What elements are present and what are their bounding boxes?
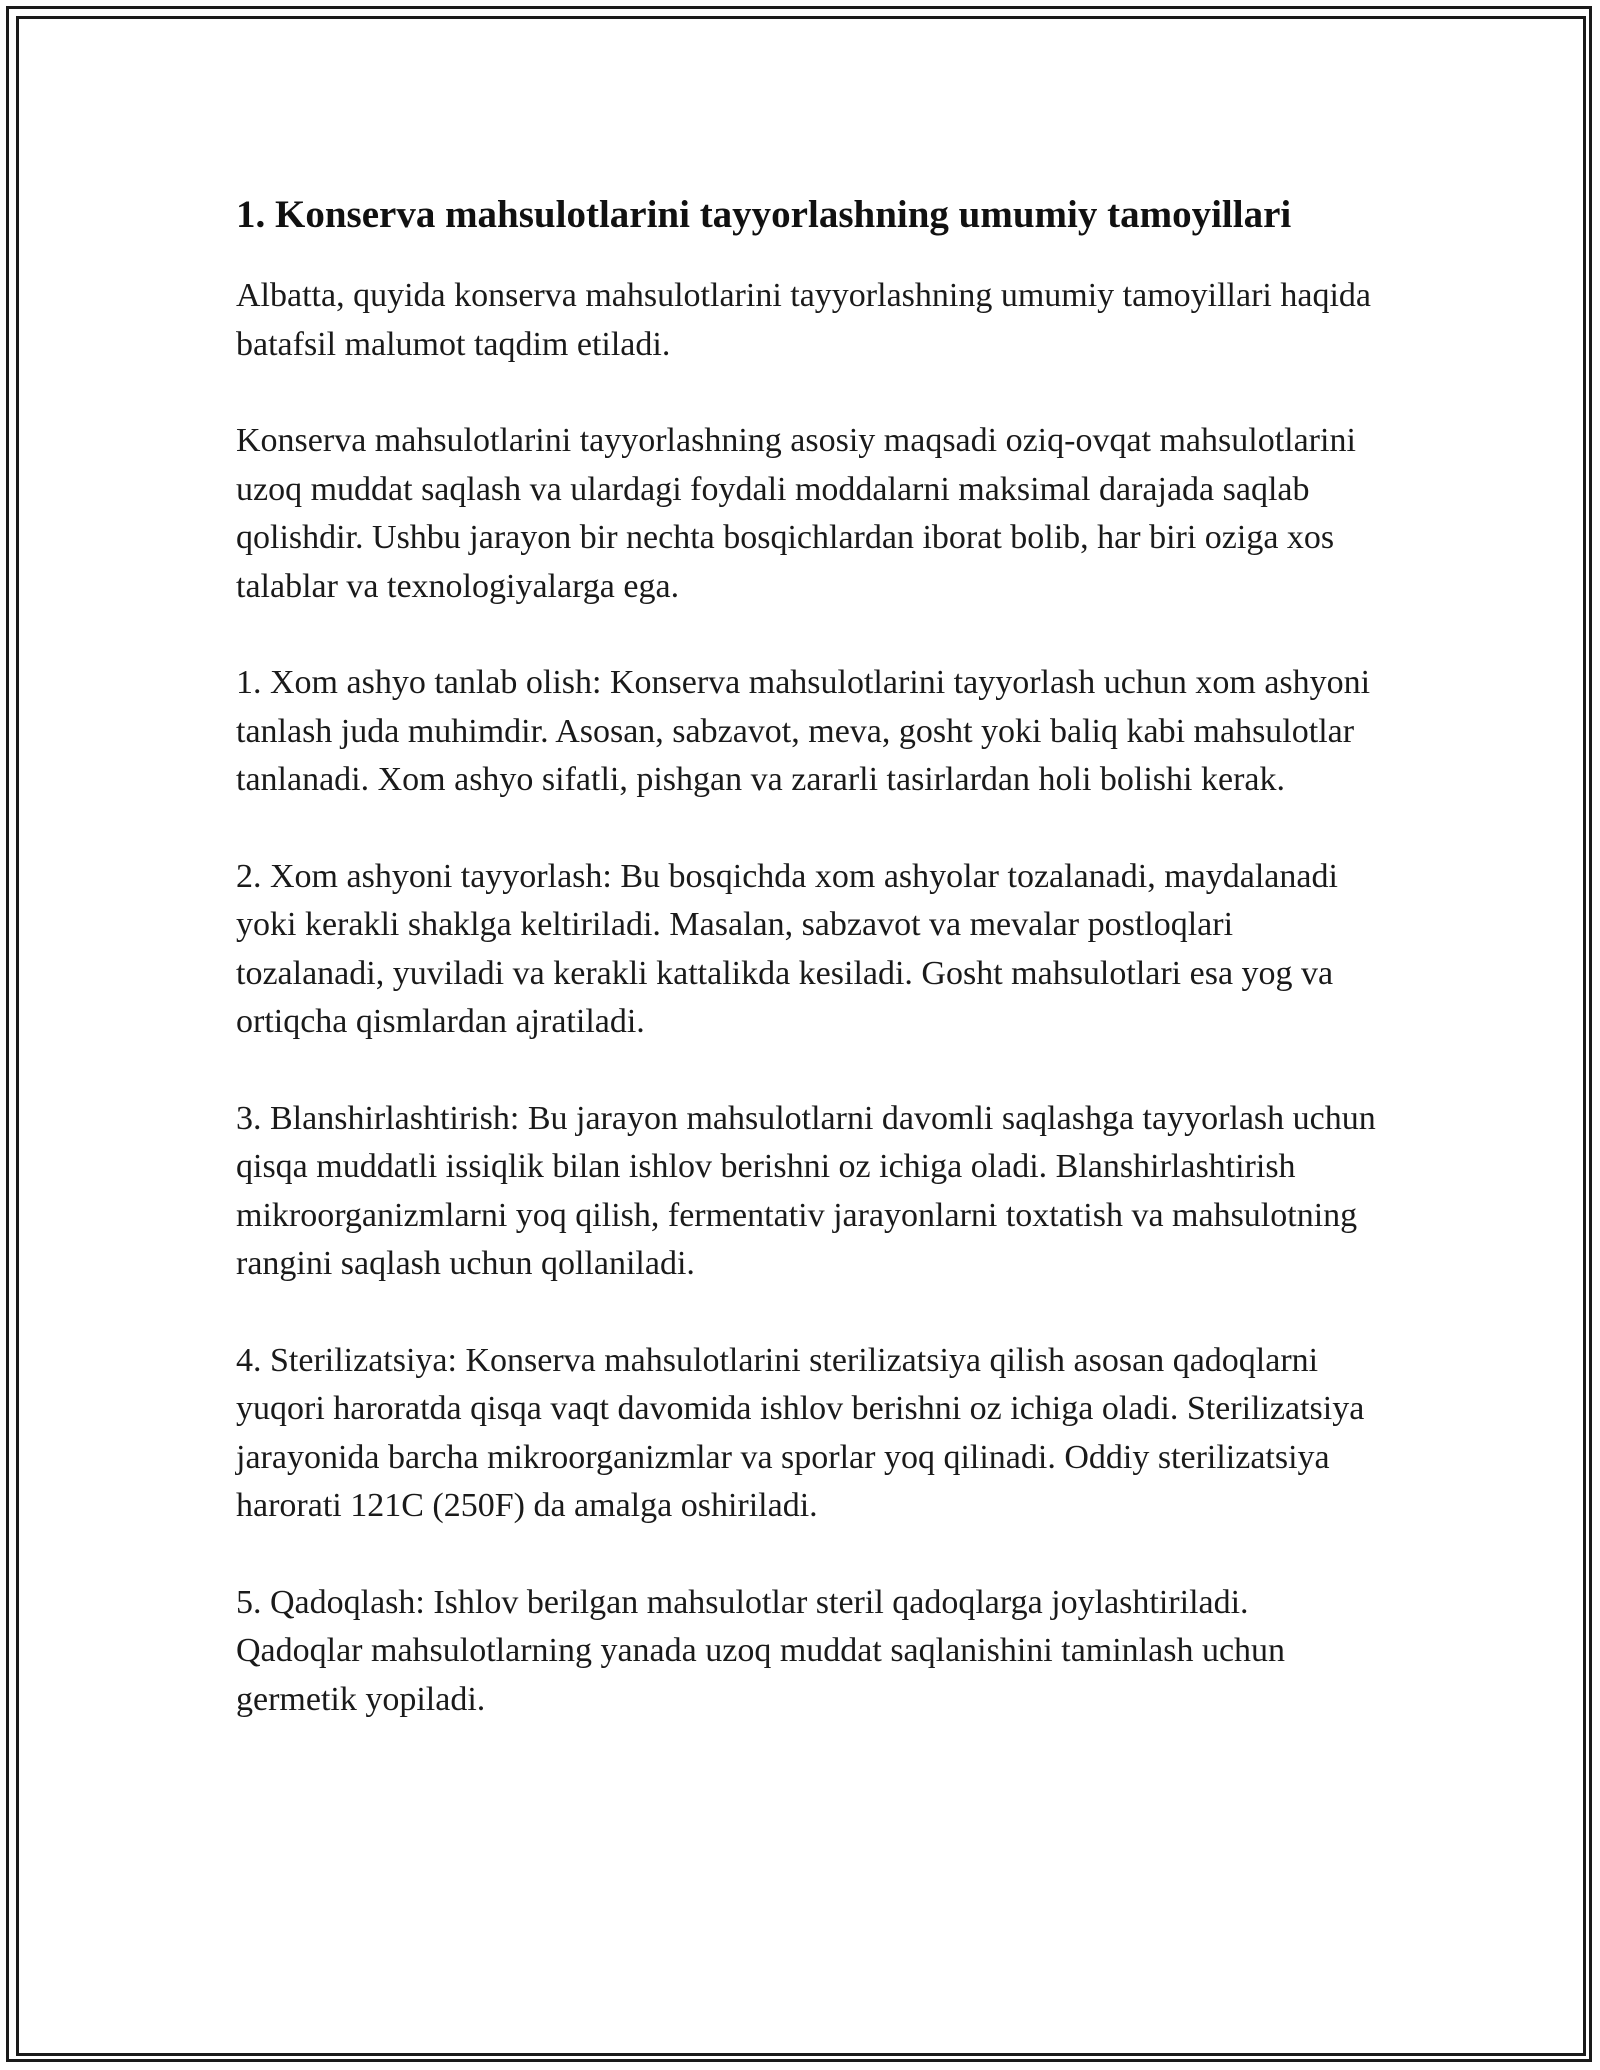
step-sterilization: 4. Sterilizatsiya: Konserva mahsulotlarini sterilizatsiya qilish asosan qadoqlarni yuqori haroratda qisqa vaqt davomida ishlov berishni oz ichiga oladi. Sterilizatsiya jarayonida barcha mikroorganizmlar va sporlar yoq qilinadi. Oddiy sterilizatsiya harorati 121C (250F) da amalga oshiriladi. [236, 1341, 1365, 1524]
document-body [236, 188, 1376, 1772]
step-packaging: 5. Qadoqlash: Ishlov berilgan mahsulotlar steril qadoqlarga joylashtiriladi. Qadoqlar mahsulotlarning yanada uzoq muddat saqlanishini taminlash uchun germetik yopiladi. [236, 1583, 1286, 1718]
step-blanching: 3. Blanshirlashtirish: Bu jarayon mahsulotlarni davomli saqlashga tayyorlash uchun qisqa muddatli issiqlik bilan ishlov berishni oz ichiga oladi. Blanshirlashtirish mikroorganizmlarni yoq qilish, fermentativ jarayonlarni toxtatish va mahsulotning rangini saqlash uchun qollaniladi. [236, 1099, 1376, 1282]
purpose-paragraph: Konserva mahsulotlarini tayyorlashning asosiy maqsadi oziq-ovqat mahsulotlarini uzoq muddat saqlash va ulardagi foydali moddalarni maksimal darajada saqlab qolishdir. Ushbu jarayon bir nechta bosqichlardan iborat bolib, har biri oziga xos talablar va texnologiyalarga ega. [236, 422, 1356, 605]
document-title: 1. Konserva mahsulotlarini tayyorlashning umumiy tamoyillari [236, 193, 1292, 236]
step-raw-material-selection: 1. Xom ashyo tanlab olish: Konserva mahsulotlarini tayyorlash uchun xom ashyoni tanlash juda muhimdir. Asosan, sabzavot, meva, gosht yoki baliq kabi mahsulotlar tanlanadi. Xom ashyo sifatli, pishgan va zararli tasirlardan holi bolishi kerak. [236, 664, 1371, 798]
step-raw-material-preparation: 2. Xom ashyoni tayyorlash: Bu bosqichda xom ashyolar tozalanadi, maydalanadi yoki kerakli shaklga keltiriladi. Masalan, sabzavot va mevalar postloqlari tozalanadi, yuviladi va kerakli kattalikda kesiladi. Gosht mahsulotlari esa yog va ortiqcha qismlardan ajratiladi. [236, 857, 1338, 1040]
intro-paragraph: Albatta, quyida konserva mahsulotlarini tayyorlashning umumiy tamoyillari haqida batafsil malumot taqdim etiladi. [236, 277, 1371, 363]
